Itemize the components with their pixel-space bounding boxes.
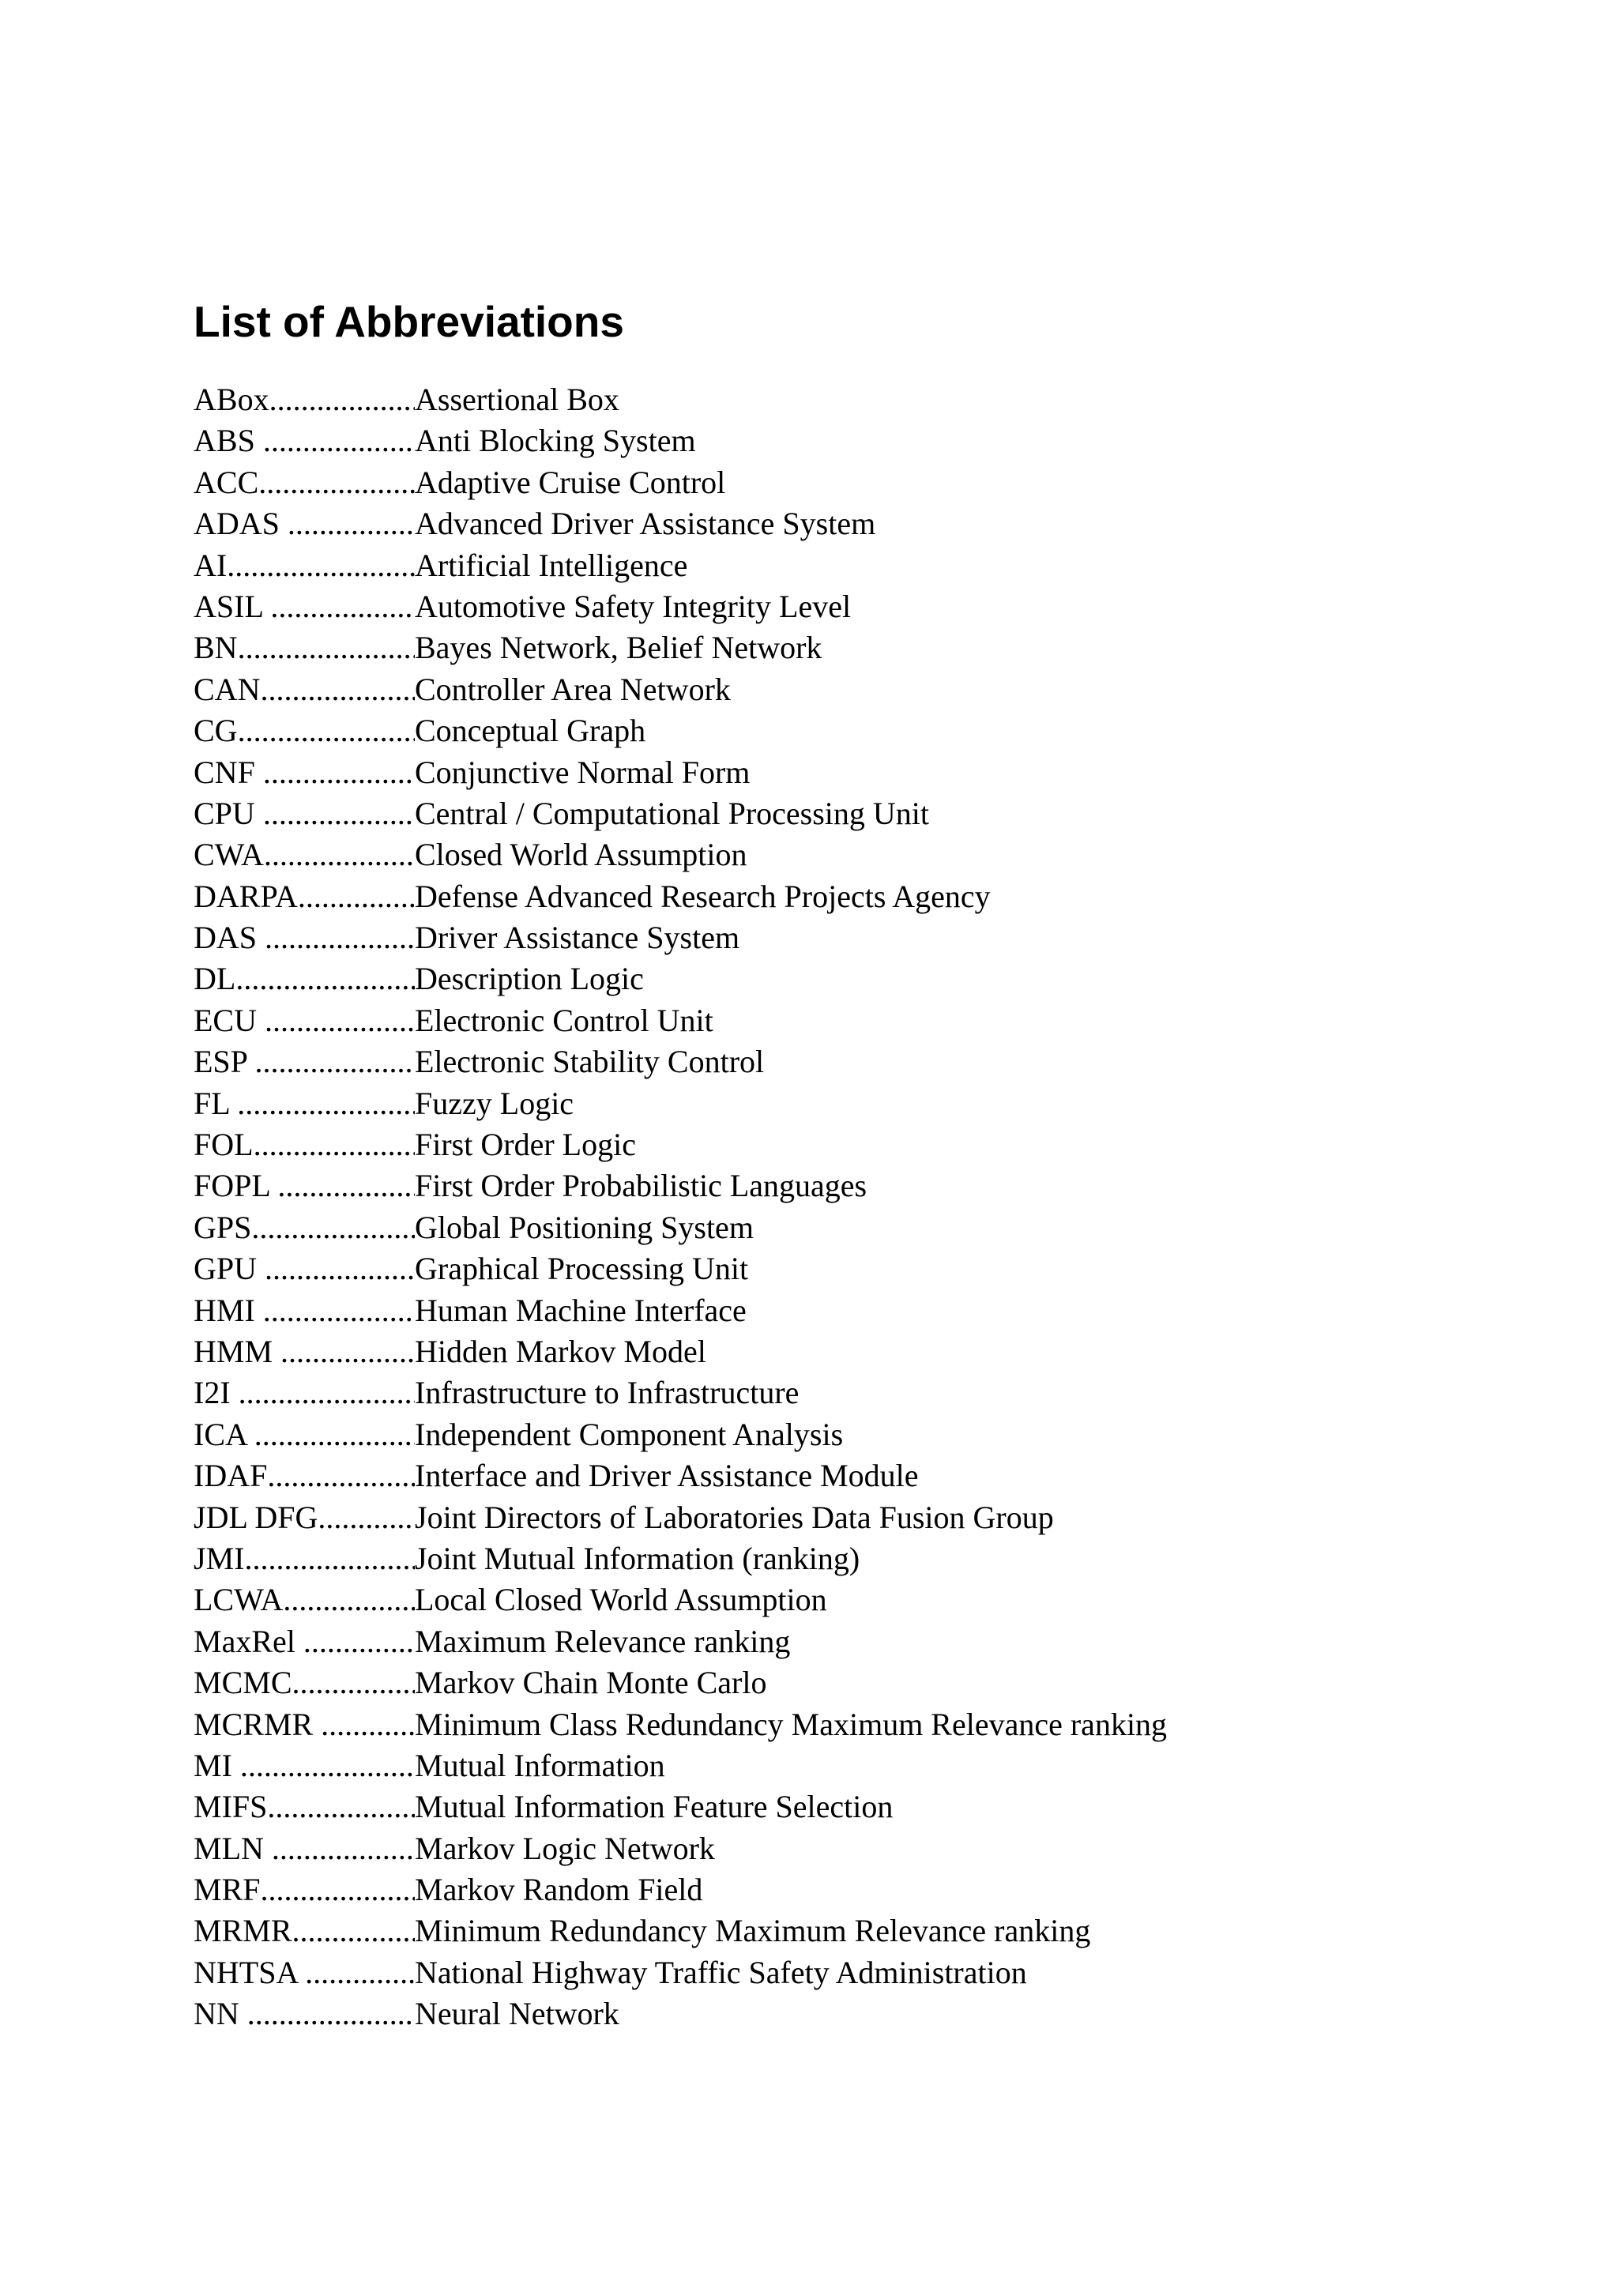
abbreviation-term bbox=[194, 1083, 415, 1124]
abbreviation-term bbox=[194, 1869, 415, 1910]
abbreviation-entry bbox=[194, 1786, 1167, 1827]
abbreviation-definition: Maximum Relevance ranking bbox=[415, 1623, 791, 1659]
abbreviation-definition: Controller Area Network bbox=[415, 671, 731, 707]
dot-leader bbox=[240, 1745, 415, 1786]
abbreviation-term-text: MLN bbox=[194, 1830, 272, 1866]
abbreviation-definition: First Order Logic bbox=[415, 1127, 636, 1163]
dot-leader bbox=[270, 586, 415, 627]
abbreviation-term bbox=[194, 1000, 415, 1041]
abbreviation-entry bbox=[194, 1414, 1167, 1455]
abbreviation-entry bbox=[194, 1165, 1167, 1206]
abbreviation-term bbox=[194, 752, 415, 793]
abbreviation-entry bbox=[194, 545, 1167, 586]
abbreviation-term-text: MRMR bbox=[194, 1913, 292, 1949]
dot-leader bbox=[263, 1290, 415, 1331]
dot-leader bbox=[263, 793, 415, 834]
abbreviation-term bbox=[194, 1662, 415, 1703]
abbreviation-term bbox=[194, 1993, 415, 2034]
abbreviation-term-text: HMI bbox=[194, 1292, 263, 1328]
dot-leader bbox=[288, 503, 415, 544]
abbreviation-definition: Conjunctive Normal Form bbox=[415, 754, 751, 790]
dot-leader bbox=[264, 834, 415, 875]
page-title: List of Abbreviations bbox=[194, 297, 624, 346]
abbreviation-term-text: MI bbox=[194, 1747, 240, 1783]
abbreviation-term-text: I2I bbox=[194, 1375, 239, 1411]
dot-leader bbox=[254, 1124, 415, 1165]
abbreviation-term-text: ABS bbox=[194, 423, 263, 459]
dot-leader bbox=[237, 1083, 415, 1124]
abbreviation-term bbox=[194, 1041, 415, 1082]
dot-leader bbox=[238, 627, 415, 668]
abbreviation-definition: Closed World Assumption bbox=[415, 837, 747, 873]
abbreviation-definition: Bayes Network, Belief Network bbox=[415, 630, 822, 666]
abbreviation-entry bbox=[194, 1662, 1167, 1703]
abbreviation-term-text: BN bbox=[194, 630, 238, 666]
abbreviation-term bbox=[194, 1704, 415, 1745]
dot-leader bbox=[238, 710, 415, 751]
abbreviation-term bbox=[194, 1331, 415, 1372]
abbreviation-definition: Hidden Markov Model bbox=[415, 1333, 706, 1369]
abbreviation-definition: Joint Directors of Laboratories Data Fusion Group bbox=[415, 1499, 1054, 1535]
abbreviation-term bbox=[194, 1579, 415, 1620]
abbreviation-term-text: CNF bbox=[194, 754, 263, 790]
dot-leader bbox=[318, 1497, 415, 1538]
abbreviation-definition: First Order Probabilistic Languages bbox=[415, 1168, 867, 1204]
abbreviation-definition: Interface and Driver Assistance Module bbox=[415, 1458, 919, 1494]
abbreviation-entry bbox=[194, 1538, 1167, 1579]
abbreviation-term bbox=[194, 710, 415, 751]
abbreviation-definition: Minimum Class Redundancy Maximum Relevance ranking bbox=[415, 1706, 1168, 1742]
abbreviation-term-text: ADAS bbox=[194, 506, 288, 542]
abbreviation-term-text: MCMC bbox=[194, 1665, 292, 1701]
abbreviation-term-text: MaxRel bbox=[194, 1623, 303, 1659]
abbreviation-term-text: GPU bbox=[194, 1251, 265, 1287]
abbreviation-term bbox=[194, 586, 415, 627]
abbreviation-term-text: MIFS bbox=[194, 1789, 268, 1825]
abbreviation-entry bbox=[194, 834, 1167, 875]
dot-leader bbox=[267, 1786, 415, 1827]
abbreviation-entry bbox=[194, 379, 1167, 420]
abbreviation-term-text: HMM bbox=[194, 1333, 281, 1369]
abbreviation-entry bbox=[194, 627, 1167, 668]
abbreviation-entry bbox=[194, 462, 1167, 503]
abbreviation-term-text: FL bbox=[194, 1085, 238, 1121]
abbreviation-definition: Description Logic bbox=[415, 961, 644, 997]
abbreviation-term-text: FOPL bbox=[194, 1168, 278, 1204]
abbreviation-term-text: MCRMR bbox=[194, 1706, 322, 1742]
abbreviation-entry bbox=[194, 917, 1167, 958]
abbreviation-term-text: FOL bbox=[194, 1127, 254, 1163]
abbreviation-term-text: LCWA bbox=[194, 1582, 284, 1618]
dot-leader bbox=[292, 1910, 416, 1952]
dot-leader bbox=[254, 1041, 415, 1082]
abbreviation-term-text: DL bbox=[194, 961, 236, 997]
dot-leader bbox=[265, 917, 415, 958]
abbreviation-definition: Infrastructure to Infrastructure bbox=[415, 1375, 800, 1411]
dot-leader bbox=[247, 1993, 415, 2034]
abbreviation-term bbox=[194, 379, 415, 420]
dot-leader bbox=[277, 1165, 415, 1206]
abbreviation-term bbox=[194, 1828, 415, 1869]
abbreviation-term-text: GPS bbox=[194, 1209, 252, 1245]
dot-leader bbox=[260, 669, 415, 710]
abbreviation-term bbox=[194, 1952, 415, 1993]
abbreviation-definition: Local Closed World Assumption bbox=[415, 1582, 827, 1618]
dot-leader bbox=[263, 752, 415, 793]
abbreviation-entry bbox=[194, 752, 1167, 793]
abbreviation-term bbox=[194, 958, 415, 999]
abbreviation-term-text: CG bbox=[194, 713, 238, 749]
abbreviation-entry bbox=[194, 1124, 1167, 1165]
abbreviation-entry bbox=[194, 1704, 1167, 1745]
abbreviation-entry bbox=[194, 1745, 1167, 1786]
abbreviation-entry bbox=[194, 1248, 1167, 1289]
dot-leader bbox=[235, 958, 415, 999]
abbreviation-term bbox=[194, 1538, 415, 1579]
dot-leader bbox=[267, 1455, 415, 1496]
abbreviation-term bbox=[194, 462, 415, 503]
abbreviation-entry bbox=[194, 1579, 1167, 1620]
dot-leader bbox=[292, 1662, 416, 1703]
abbreviation-definition: Graphical Processing Unit bbox=[415, 1251, 749, 1287]
dot-leader bbox=[239, 1372, 415, 1413]
abbreviation-term bbox=[194, 1455, 415, 1496]
abbreviation-term bbox=[194, 917, 415, 958]
abbreviation-entry bbox=[194, 503, 1167, 544]
abbreviation-term bbox=[194, 1124, 415, 1165]
abbreviation-entry bbox=[194, 1910, 1167, 1952]
abbreviation-definition: Conceptual Graph bbox=[415, 713, 646, 749]
abbreviation-entry bbox=[194, 1993, 1167, 2034]
abbreviation-term bbox=[194, 1414, 415, 1455]
abbreviation-term-text: ECU bbox=[194, 1002, 265, 1038]
abbreviation-term bbox=[194, 1910, 415, 1952]
abbreviation-definition: Electronic Control Unit bbox=[415, 1002, 713, 1038]
abbreviation-definition: Assertional Box bbox=[415, 382, 619, 417]
abbreviation-term bbox=[194, 1372, 415, 1413]
abbreviation-entry bbox=[194, 1828, 1167, 1869]
abbreviation-term bbox=[194, 1165, 415, 1206]
abbreviation-definition: Mutual Information bbox=[415, 1747, 665, 1783]
abbreviation-term-text: CPU bbox=[194, 795, 263, 831]
dot-leader bbox=[258, 462, 415, 503]
abbreviation-term bbox=[194, 1621, 415, 1662]
abbreviation-term bbox=[194, 545, 415, 586]
abbreviation-term-text: ICA bbox=[194, 1416, 254, 1452]
abbreviation-term-text: NHTSA bbox=[194, 1954, 306, 1990]
dot-leader bbox=[254, 1414, 415, 1455]
abbreviation-definition: Markov Logic Network bbox=[415, 1830, 715, 1866]
abbreviation-term-text: AI bbox=[194, 547, 228, 583]
abbreviation-entry bbox=[194, 1455, 1167, 1496]
abbreviation-entry bbox=[194, 1372, 1167, 1413]
abbreviation-definition: Electronic Stability Control bbox=[415, 1044, 765, 1080]
abbreviation-list bbox=[194, 379, 1167, 2035]
dot-leader bbox=[227, 545, 415, 586]
dot-leader bbox=[283, 1579, 415, 1620]
abbreviation-term bbox=[194, 1290, 415, 1331]
abbreviation-definition: Markov Random Field bbox=[415, 1872, 703, 1908]
abbreviation-term-text: IDAF bbox=[194, 1458, 268, 1494]
abbreviation-definition: Driver Assistance System bbox=[415, 920, 740, 956]
abbreviation-term-text: JDL DFG bbox=[194, 1499, 318, 1535]
abbreviation-term-text: ESP bbox=[194, 1044, 255, 1080]
dot-leader bbox=[244, 1538, 415, 1579]
abbreviation-term-text: ABox bbox=[194, 382, 269, 417]
abbreviation-entry bbox=[194, 793, 1167, 834]
abbreviation-entry bbox=[194, 1000, 1167, 1041]
abbreviation-term bbox=[194, 876, 415, 917]
abbreviation-term bbox=[194, 1497, 415, 1538]
dot-leader bbox=[261, 1869, 416, 1910]
abbreviation-definition: Advanced Driver Assistance System bbox=[415, 506, 876, 542]
abbreviation-term bbox=[194, 1745, 415, 1786]
abbreviation-entry bbox=[194, 1290, 1167, 1331]
abbreviation-definition: Neural Network bbox=[415, 1996, 619, 2032]
abbreviation-entry bbox=[194, 1207, 1167, 1248]
abbreviation-entry bbox=[194, 669, 1167, 710]
dot-leader bbox=[280, 1331, 415, 1372]
dot-leader bbox=[265, 1248, 415, 1289]
abbreviation-entry bbox=[194, 958, 1167, 999]
abbreviation-term bbox=[194, 627, 415, 668]
abbreviation-term bbox=[194, 1786, 415, 1827]
abbreviation-definition: Minimum Redundancy Maximum Relevance ranking bbox=[415, 1913, 1091, 1949]
abbreviation-definition: National Highway Traffic Safety Administration bbox=[415, 1954, 1027, 1990]
abbreviation-term-text: CWA bbox=[194, 837, 264, 873]
abbreviation-term-text: ACC bbox=[194, 464, 259, 500]
abbreviation-term-text: JMI bbox=[194, 1540, 245, 1576]
dot-leader bbox=[251, 1207, 415, 1248]
abbreviation-definition: Artificial Intelligence bbox=[415, 547, 688, 583]
dot-leader bbox=[303, 1621, 415, 1662]
dot-leader bbox=[269, 379, 415, 420]
abbreviation-entry bbox=[194, 1041, 1167, 1082]
dot-leader bbox=[321, 1704, 415, 1745]
abbreviation-entry bbox=[194, 1952, 1167, 1993]
dot-leader bbox=[298, 876, 415, 917]
abbreviation-term bbox=[194, 1248, 415, 1289]
abbreviation-definition: Automotive Safety Integrity Level bbox=[415, 588, 852, 624]
abbreviation-entry bbox=[194, 1869, 1167, 1910]
abbreviation-term-text: MRF bbox=[194, 1872, 261, 1908]
abbreviation-term bbox=[194, 793, 415, 834]
abbreviation-definition: Fuzzy Logic bbox=[415, 1085, 574, 1121]
abbreviation-term bbox=[194, 834, 415, 875]
abbreviation-entry bbox=[194, 586, 1167, 627]
abbreviation-term-text: ASIL bbox=[194, 588, 271, 624]
dot-leader bbox=[265, 1000, 415, 1041]
abbreviation-entry bbox=[194, 710, 1167, 751]
abbreviation-definition: Joint Mutual Information (ranking) bbox=[415, 1540, 860, 1576]
abbreviation-definition: Markov Chain Monte Carlo bbox=[415, 1665, 767, 1701]
abbreviation-definition: Independent Component Analysis bbox=[415, 1416, 844, 1452]
abbreviation-entry bbox=[194, 420, 1167, 461]
abbreviation-entry bbox=[194, 1621, 1167, 1662]
abbreviation-definition: Human Machine Interface bbox=[415, 1292, 747, 1328]
abbreviation-term bbox=[194, 503, 415, 544]
abbreviation-definition: Mutual Information Feature Selection bbox=[415, 1789, 894, 1825]
abbreviation-entry bbox=[194, 1497, 1167, 1538]
abbreviation-term bbox=[194, 669, 415, 710]
abbreviation-definition: Global Positioning System bbox=[415, 1209, 754, 1245]
dot-leader bbox=[272, 1828, 415, 1869]
abbreviation-definition: Adaptive Cruise Control bbox=[415, 464, 726, 500]
abbreviation-term bbox=[194, 420, 415, 461]
abbreviation-term-text: DARPA bbox=[194, 878, 298, 914]
abbreviation-term-text: NN bbox=[194, 1996, 247, 2032]
dot-leader bbox=[263, 420, 415, 461]
abbreviation-entry bbox=[194, 1083, 1167, 1124]
abbreviation-entry bbox=[194, 1331, 1167, 1372]
abbreviation-definition: Central / Computational Processing Unit bbox=[415, 795, 930, 831]
abbreviation-term bbox=[194, 1207, 415, 1248]
abbreviation-term-text: CAN bbox=[194, 671, 261, 707]
abbreviation-term-text: DAS bbox=[194, 920, 265, 956]
abbreviation-definition: Defense Advanced Research Projects Agency bbox=[415, 878, 991, 914]
abbreviation-definition: Anti Blocking System bbox=[415, 423, 696, 459]
abbreviation-entry bbox=[194, 876, 1167, 917]
dot-leader bbox=[305, 1952, 415, 1993]
